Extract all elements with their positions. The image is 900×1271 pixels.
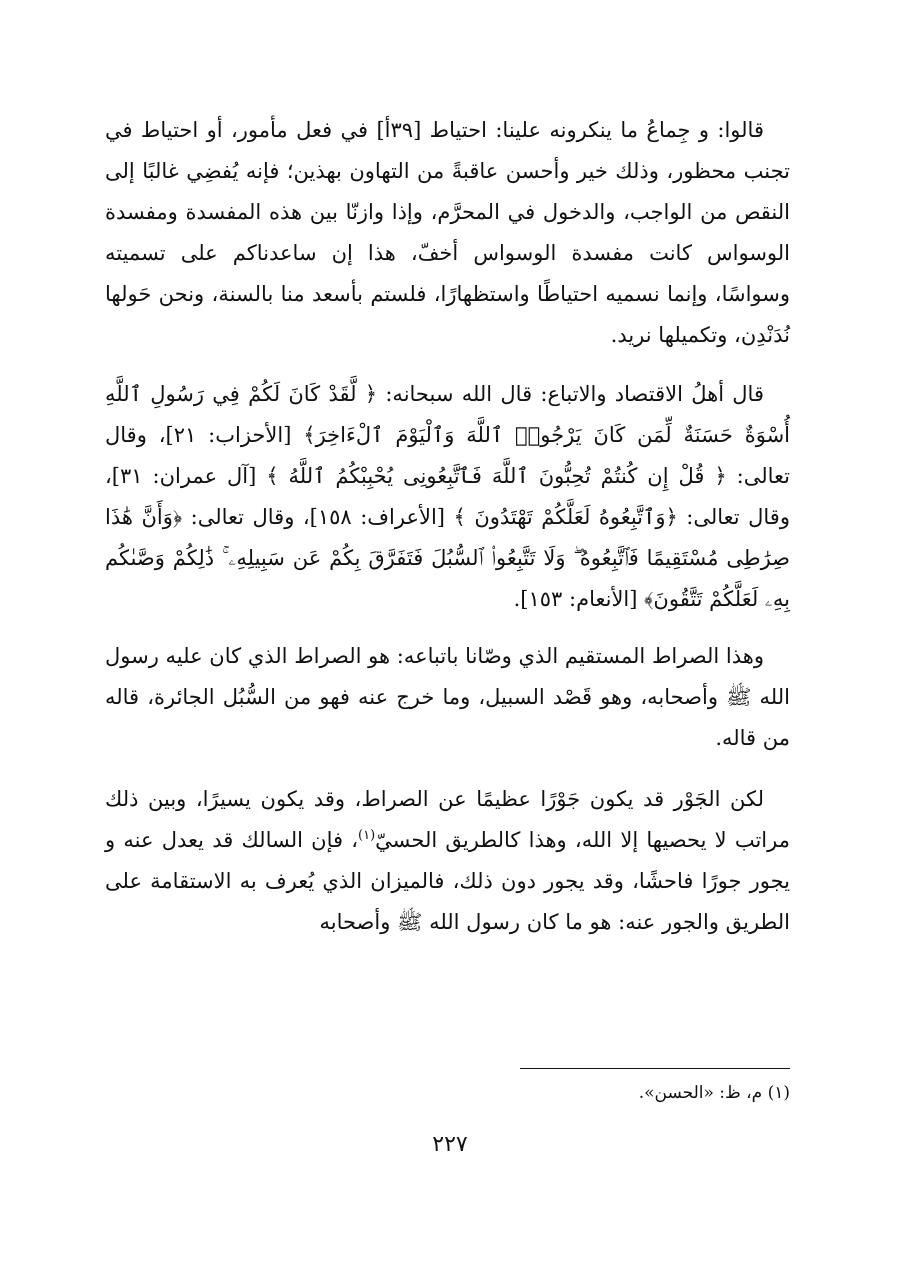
footnote-reference: (١) xyxy=(358,828,376,843)
paragraph-2-quran-quotes: قال أهلُ الاقتصاد والاتباع: قال الله سبحانه: ﴿ لَّقَدْ كَانَ لَكُمْ فِي رَسُولِ ٱللَّهِ أُسْوَةٌ حَسَنَةٌ لِّمَن كَانَ يَرْجُوا۟ ٱللَّهَ وَٱلْيَوْمَ ٱلْءَاخِرَ﴾ [الأحزاب: ٢١]، وقال تعالى: ﴿ قُلْ إِن كُنتُمْ تُحِبُّونَ ٱللَّهَ فَٱتَّبِعُونِى يُحْبِبْكُمُ ٱللَّهُ ﴾ [آل عمران: ٣١]، وقال تعالى: ﴿وَٱتَّبِعُوهُ لَعَلَّكُمْ تَهْتَدُونَ ﴾ [الأعراف: ١٥٨]، وقال تعالى: ﴿وَأَنَّ هَٰذَا صِرَٰطِى مُسْتَقِيمًا فَٱتَّبِعُوهُ ۖ وَلَا تَتَّبِعُوا۟ ٱلسُّبُلَ فَتَفَرَّقَ بِكُمْ عَن سَبِيلِهِۦ ۚ ذَٰلِكُمْ وَصَّىٰكُم بِهِۦ لَعَلَّكُمْ تَتَّقُونَ﴾ [الأنعام: ١٥٣]. xyxy=(105,382,790,611)
paragraph-1: قالوا: و جِماعُ ما ينكرونه علينا: احتياط [٣٩أ] في فعل مأمور، أو احتياط في تجنب محظور، وذلك خير وأحسن عاقبةً من التهاون بهذين؛ فإنه يُفضِي غالبًا إلى النقص من الواجب، والدخول في المحرَّم، وإذا وازنّا بين هذه المفسدة ومفسدة الوسواس كانت مفسدة الوسواس أخفّ، هذا إن ساعدناكم على تسميته وسواسًا، وإنما نسميه احتياطًا واستظهارًا، فلستم بأسعد منا بالسنة، ونحن حَولها نُدَنْدِن، وتكميلها نريد. xyxy=(105,118,790,347)
page-body xyxy=(105,110,790,943)
paragraph-4 xyxy=(105,779,790,943)
paragraph-4-part-1: لكن الجَوْر قد يكون جَوْرًا عظيمًا عن الصراط، وقد يكون يسيرًا، وبين ذلك مراتب لا يحصيها إلا الله، وهذا كالطريق الحسيّ xyxy=(105,787,790,852)
page-number: ٢٢٧ xyxy=(432,1132,468,1157)
paragraph-3: وهذا الصراط المستقيم الذي وصّانا باتباعه: هو الصراط الذي كان عليه رسول الله ﷺ وأصحابه، وهو قَصْد السبيل، وما خرج عنه فهو من السُّبُل الجائرة، قاله من قاله. xyxy=(105,644,790,750)
paragraph-4-part-2: ، فإن السالك قد يعدل عنه و يجور جورًا فاحشًا، وقد يجور دون ذلك، فالميزان الذي يُعرف به الاستقامة على الطريق والجور عنه: هو ما كان رسول الله ﷺ وأصحابه xyxy=(105,828,790,934)
footnote: (١) م، ظ: «الحسن». xyxy=(638,1083,790,1103)
footnote-divider xyxy=(520,1068,790,1069)
